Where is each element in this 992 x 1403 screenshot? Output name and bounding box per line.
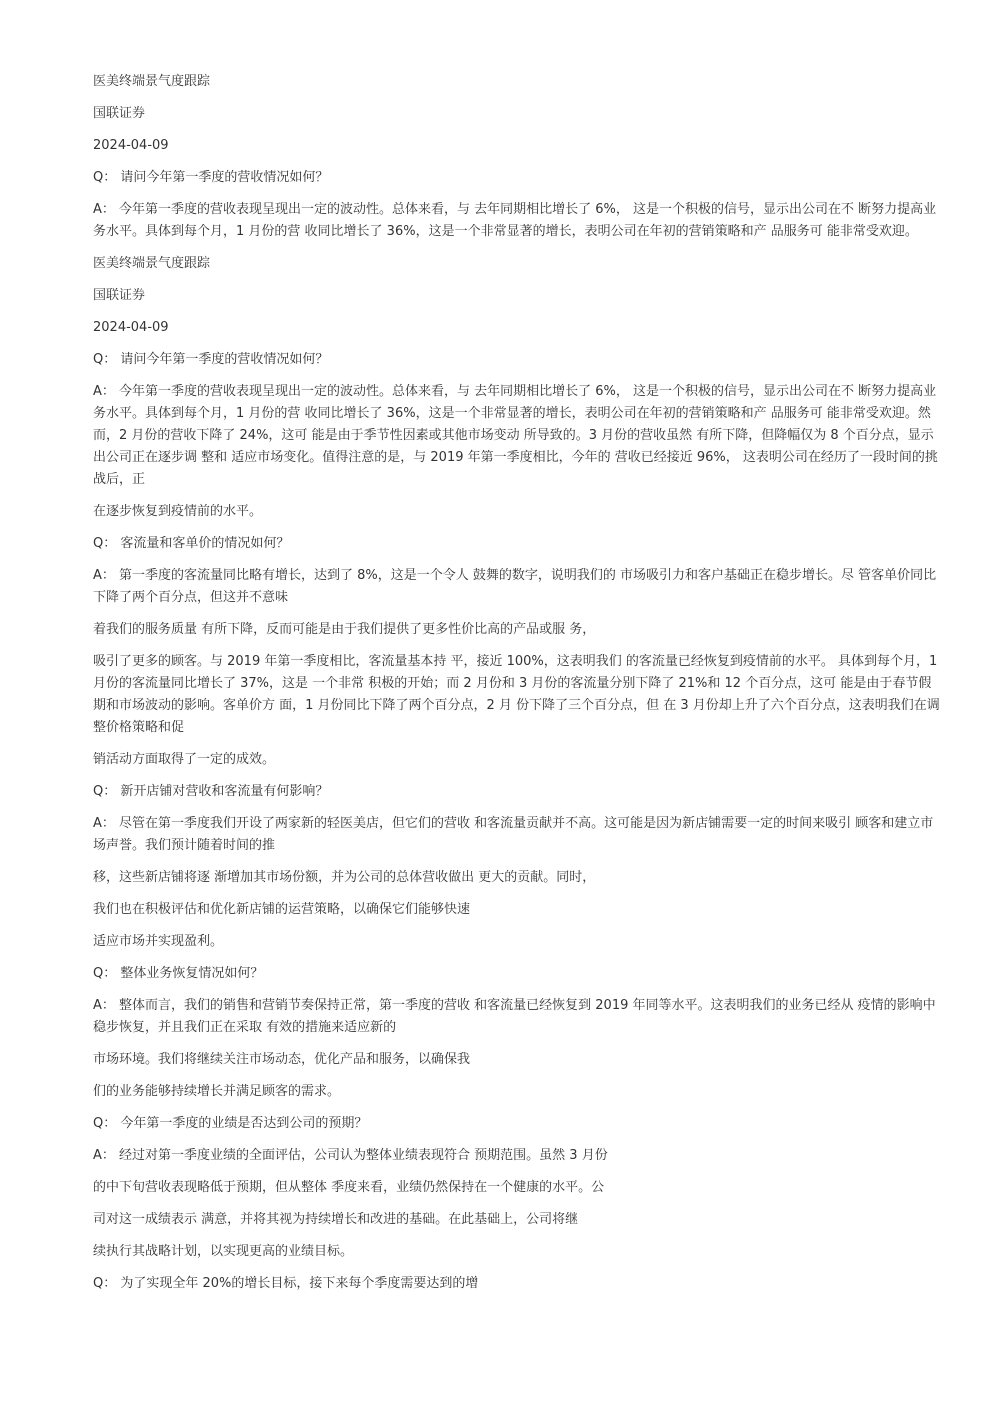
answer-paragraph: A： 尽管在第一季度我们开设了两家新的轻医美店，但它们的营收 和客流量贡献并不高。这可能是因为新店铺需要一定的时间来吸引 顾客和建立市场声誉。我们预计随着时间的推: [93, 816, 934, 853]
document-page: [93, 71, 943, 1305]
answer-paragraph: 司对这一成绩表示 满意，并将其视为持续增长和改进的基础。在此基础上，公司将继: [93, 1212, 579, 1227]
answer-paragraph: A： 经过对第一季度业绩的全面评估，公司认为整体业绩表现符合 预期范围。虽然 3 月份: [93, 1148, 608, 1163]
answer-paragraph: A： 今年第一季度的营收表现呈现出一定的波动性。总体来看，与 去年同期相比增长了 6%， 这是一个积极的信号，显示出公司在不 断努力提高业务水平。具体到每个月，1 月份的营 收同比增长了 36%，这是一个非常显著的增长，表明公司在年初的营销策略和产 品服务可 能非常受欢迎。然而，2 月份的营收下降了 24%，这可 能是由于季节性因素或其他市场变动 所导致的。3 月份的营收虽然 有所下降，但降幅仅为 8 个百分点，显示出公司正在逐步调 整和 适应市场变化。值得注意的是，与 2019 年第一季度相比，今年的 营收已经接近 96%， 这表明公司在经历了一段时间的挑战后，正: [93, 384, 938, 487]
answer-paragraph: 续执行其战略计划，以实现更高的业绩目标。: [93, 1244, 354, 1259]
answer-paragraph: 我们也在积极评估和优化新店铺的运营策略，以确保它们能够快速: [93, 902, 471, 917]
answer-paragraph: A： 今年第一季度的营收表现呈现出一定的波动性。总体来看，与 去年同期相比增长了 6%， 这是一个积极的信号，显示出公司在不 断努力提高业务水平。具体到每个月，1 月份的营 收同比增长了 36%，这是一个非常显著的增长，表明公司在年初的营销策略和产 品服务可 能非常受欢迎。: [93, 202, 937, 239]
question-paragraph: Q： 请问今年第一季度的营收情况如何？: [93, 352, 329, 367]
doc-title-repeat: 医美终端景气度跟踪: [93, 256, 211, 271]
answer-paragraph: 销活动方面取得了一定的成效。: [93, 752, 276, 767]
answer-paragraph: 移，这些新店铺将逐 渐增加其市场份额，并为公司的总体营收做出 更大的贡献。同时，: [93, 870, 596, 885]
doc-source-repeat: 国联证券: [93, 288, 146, 303]
doc-source: 国联证券: [93, 106, 146, 121]
doc-date-repeat: 2024-04-09: [93, 320, 169, 335]
question-paragraph: Q： 客流量和客单价的情况如何？: [93, 536, 290, 551]
doc-title: 医美终端景气度跟踪: [93, 74, 211, 89]
answer-paragraph: 们的业务能够持续增长并满足顾客的需求。: [93, 1084, 341, 1099]
answer-paragraph: 在逐步恢复到疫情前的水平。: [93, 504, 263, 519]
answer-paragraph: 市场环境。我们将继续关注市场动态，优化产品和服务，以确保我: [93, 1052, 471, 1067]
question-paragraph: Q： 请问今年第一季度的营收情况如何？: [93, 170, 329, 185]
question-paragraph: Q： 为了实现全年 20%的增长目标，接下来每个季度需要达到的增: [93, 1276, 479, 1291]
answer-paragraph: 适应市场并实现盈利。: [93, 934, 224, 949]
answer-paragraph: A： 整体而言，我们的销售和营销节奏保持正常，第一季度的营收 和客流量已经恢复到 2019 年同等水平。这表明我们的业务已经从 疫情的影响中稳步恢复，并且我们正在采取 有效的措施来适应新的: [93, 998, 936, 1035]
answer-paragraph: 的中下旬营收表现略低于预期，但从整体 季度来看，业绩仍然保持在一个健康的水平。公: [93, 1180, 605, 1195]
question-paragraph: Q： 整体业务恢复情况如何？: [93, 966, 264, 981]
answer-paragraph: 吸引了更多的顾客。与 2019 年第一季度相比，客流量基本持 平，接近 100%，这表明我们 的客流量已经恢复到疫情前的水平。 具体到每个月，1 月份的客流量同比增长了 37%，这是 一个非常 积极的开始；而 2 月份和 3 月份的客流量分别下降了 21%和 12 个百分点，这可 能是由于春节假期和市场波动的影响。客单价方 面，1 月份同比下降了两个百分点，2 月 份下降了三个百分点，但 在 3 月份却上升了六个百分点，这表明我们在调整价格策略和促: [93, 654, 940, 735]
question-paragraph: Q： 新开店铺对营收和客流量有何影响？: [93, 784, 329, 799]
question-paragraph: Q： 今年第一季度的业绩是否达到公司的预期？: [93, 1116, 368, 1131]
answer-paragraph: 着我们的服务质量 有所下降，反而可能是由于我们提供了更多性价比高的产品或服 务，: [93, 622, 596, 637]
doc-date: 2024-04-09: [93, 138, 169, 153]
answer-paragraph: A： 第一季度的客流量同比略有增长，达到了 8%，这是一个令人 鼓舞的数字，说明我们的 市场吸引力和客户基础正在稳步增长。尽 管客单价同比下降了两个百分点，但这并不意味: [93, 568, 937, 605]
